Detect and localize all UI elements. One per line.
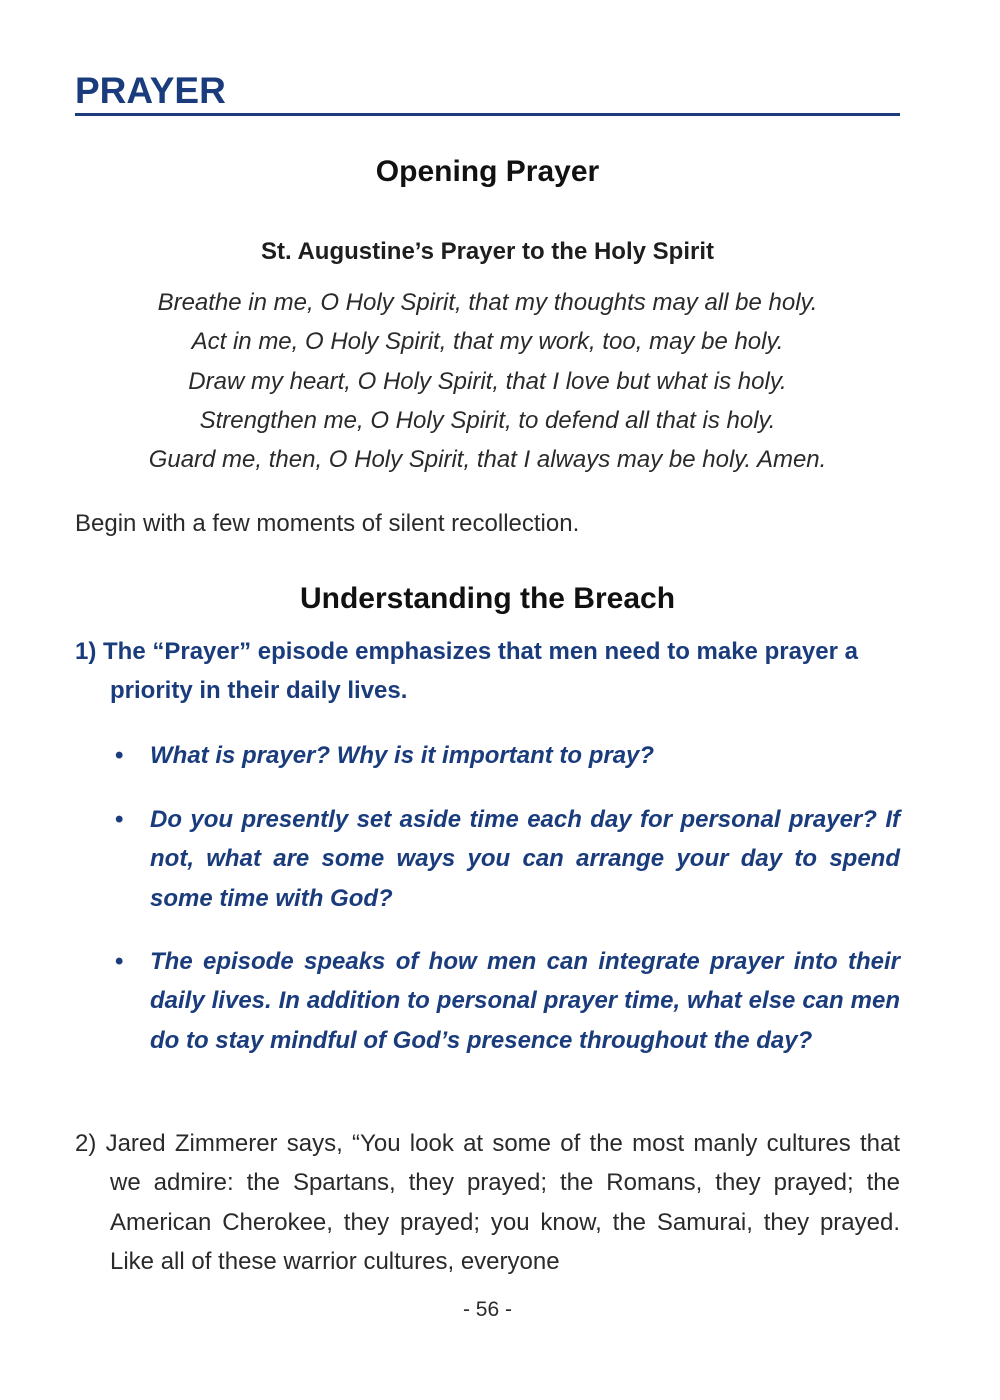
bullet-question: What is prayer? Why is it important to pray?	[150, 742, 655, 769]
prayer-line: Guard me, then, O Holy Spirit, that I always may be holy. Amen.	[148, 446, 827, 474]
bullet-question: Do you presently set aside time each day for personal prayer? If not, what are some ways you can arrange your day to spend some time with God?	[150, 806, 900, 912]
bullet-question: The episode speaks of how men can integrate prayer into their daily lives. In addition to personal prayer time, what else can men do to stay mindful of God’s presence throughout the day?	[150, 948, 900, 1054]
bullet-icon: •	[115, 742, 124, 769]
discussion-question-2: 2) Jared Zimmerer says, “You look at some of the most manly cultures that we admire: the Spartans, they prayed; the Romans, they prayed; the American Cherokee, they prayed; you know, the Samurai, they prayed. Like all of these warrior cultures, everyone	[75, 1130, 900, 1275]
title-underline-divider	[75, 113, 900, 116]
prayer-title: St. Augustine’s Prayer to the Holy Spirit	[261, 238, 714, 265]
recollection-instruction: Begin with a few moments of silent recollection.	[75, 510, 580, 537]
prayer-text	[75, 283, 900, 479]
page-title: PRAYER	[75, 70, 226, 111]
prayer-line: Breathe in me, O Holy Spirit, that my thoughts may all be holy.	[157, 289, 818, 316]
prayer-line: Act in me, O Holy Spirit, that my work, too, may be holy.	[191, 328, 784, 356]
prayer-line: Strengthen me, O Holy Spirit, to defend all that is holy.	[199, 406, 776, 434]
understanding-breach-heading: Understanding the Breach	[299, 582, 676, 615]
prayer-line: Draw my heart, O Holy Spirit, that I love but what is holy.	[188, 367, 787, 395]
bullet-icon: •	[115, 948, 124, 975]
bullet-icon: •	[115, 806, 124, 833]
discussion-question-1: 1) The “Prayer” episode emphasizes that men need to make prayer a priority in their daily lives.	[75, 638, 858, 705]
opening-prayer-heading: Opening Prayer	[375, 155, 600, 188]
page-number: - 56 -	[462, 1298, 512, 1321]
document-page	[75, 0, 900, 1400]
